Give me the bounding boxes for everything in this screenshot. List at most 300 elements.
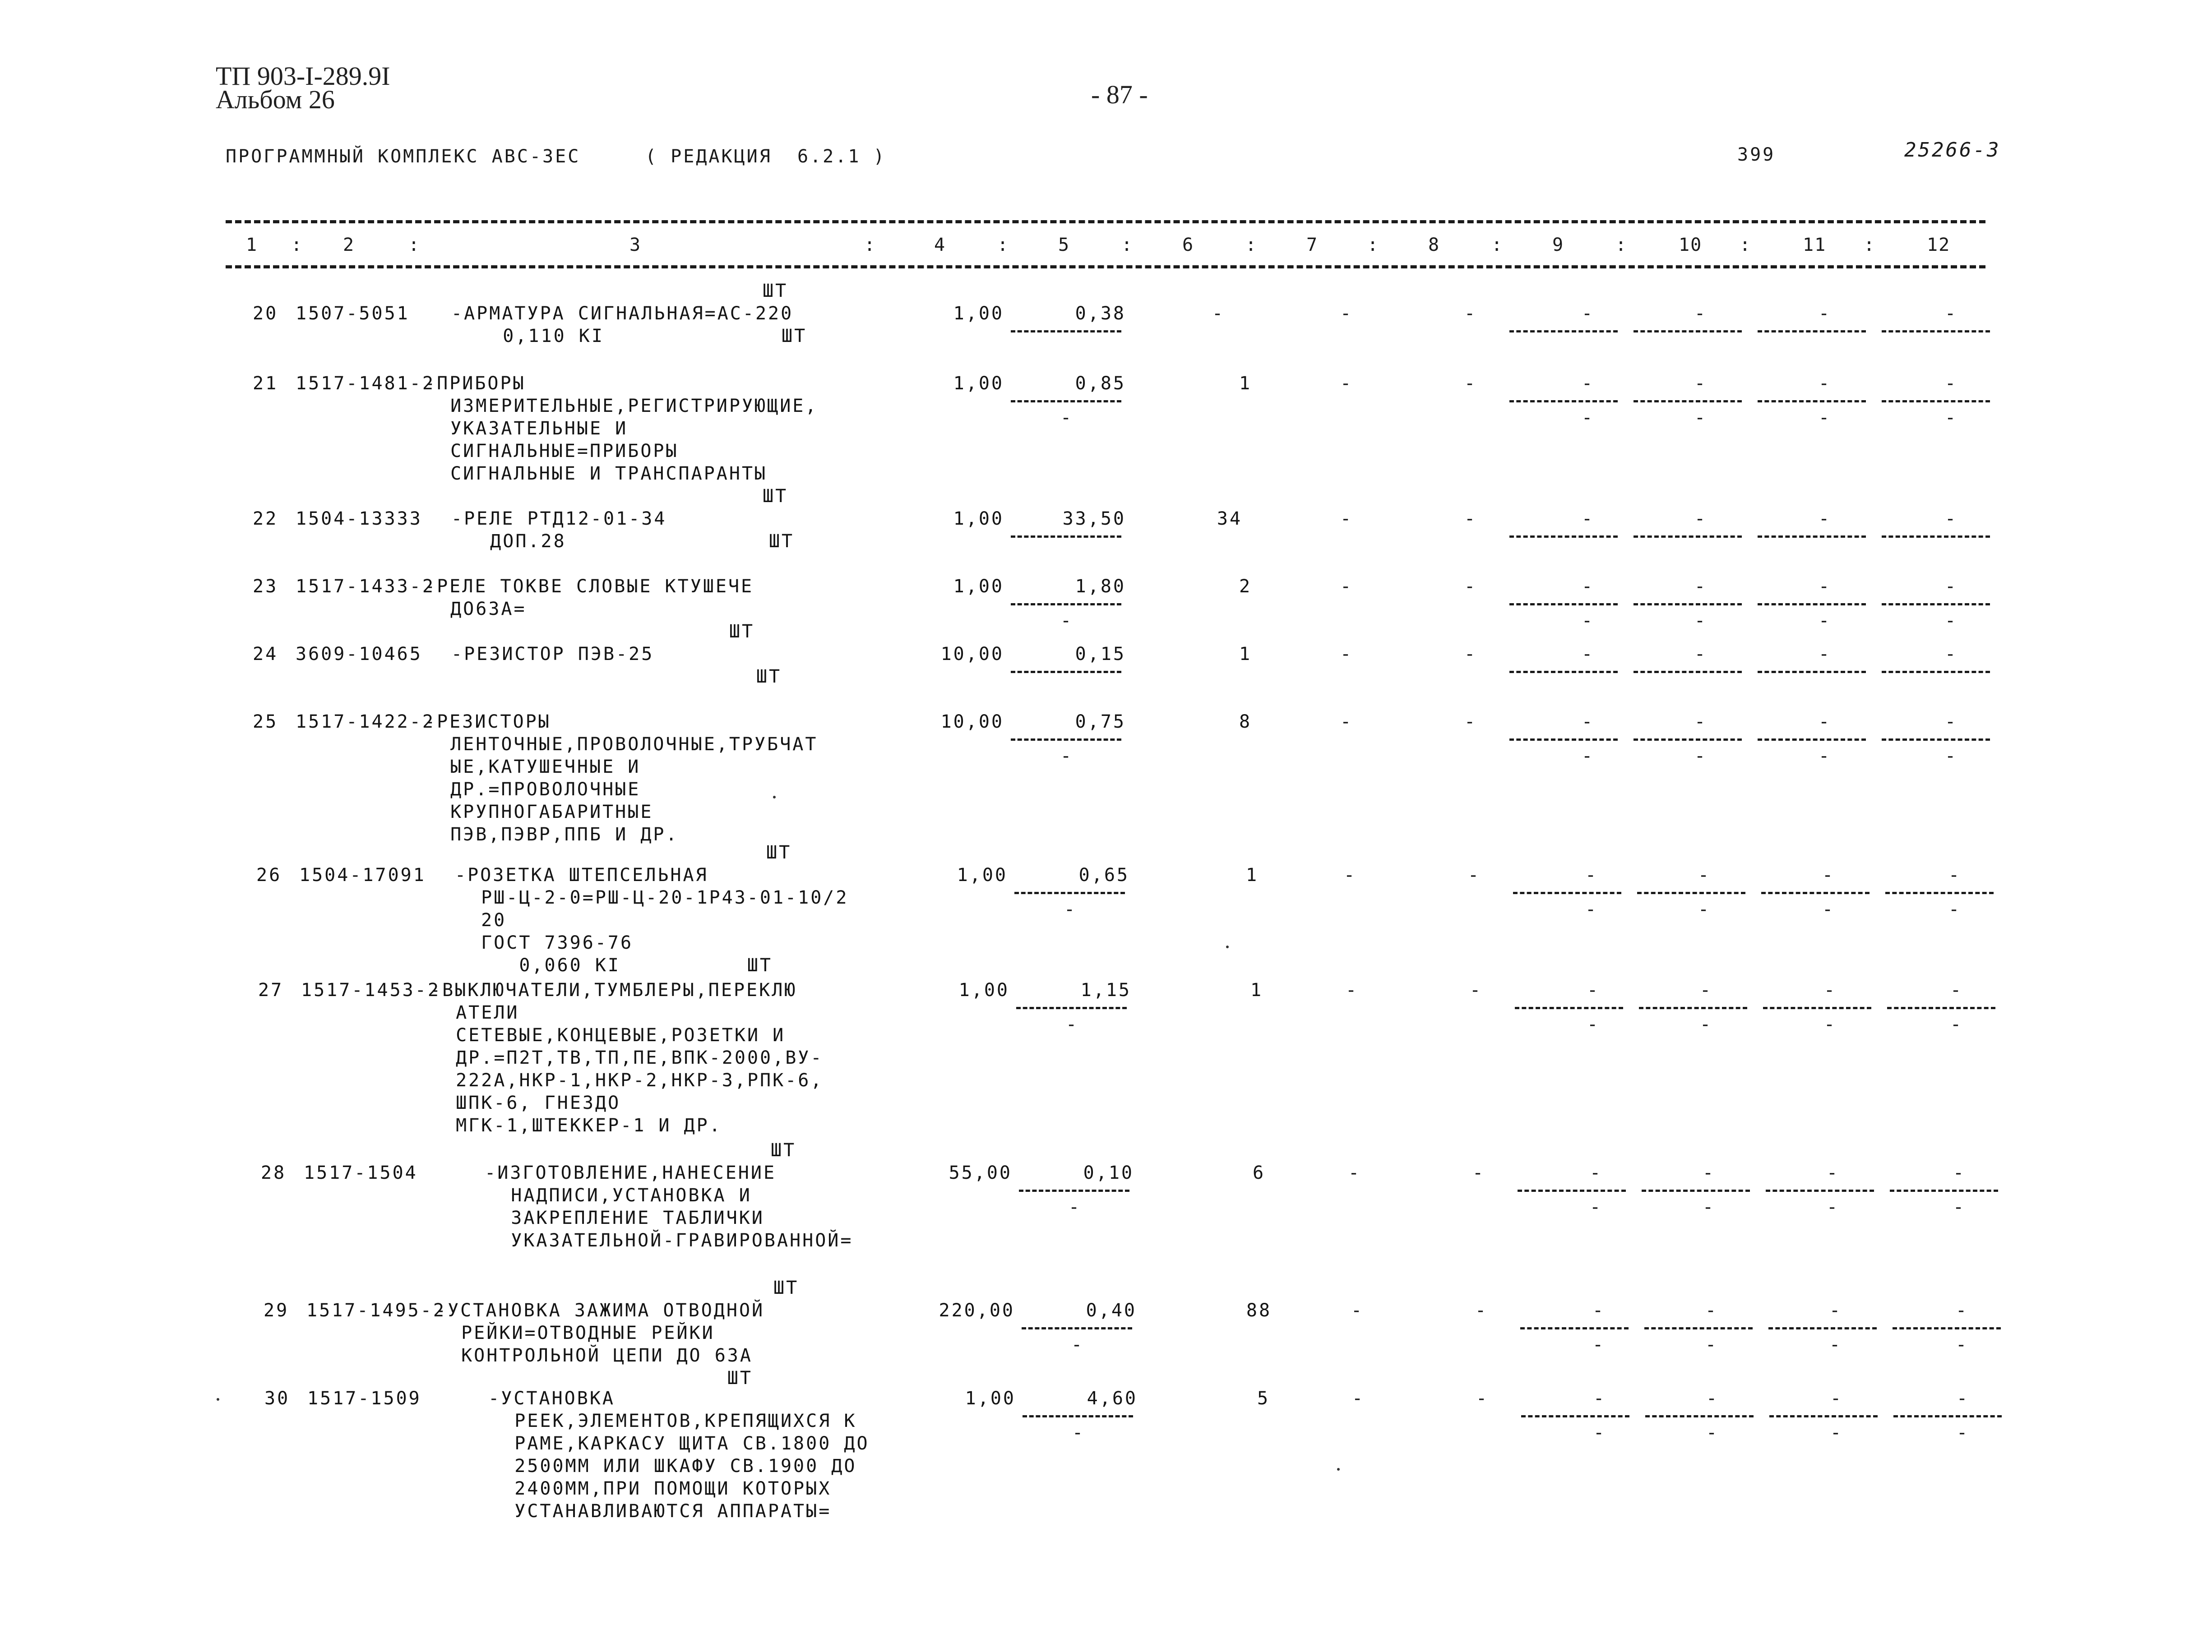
col11-value: - [1819,711,1832,732]
col9-underline [1509,738,1618,741]
col7-value: - [1344,865,1357,886]
stamp-number: 25266-3 [1904,138,2001,162]
row-description-line: 2400ММ,ПРИ ПОМОЩИ КОТОРЫХ [477,1478,832,1499]
col11-subvalue: - [1819,610,1832,631]
col9-value: - [1592,1300,1606,1321]
col9-value: - [1582,508,1595,529]
unit-price: 1,80 [1075,576,1126,597]
column-header-2: 2 [343,235,355,255]
row-number: 24 [253,644,278,664]
col10-underline [1639,1007,1747,1009]
col12-underline [1890,1190,1998,1192]
row-description-line: АТЕЛИ [443,1002,519,1023]
col11-underline [1758,535,1866,538]
col10-value: - [1694,303,1708,324]
program-title: ПРОГРАММНЫЙ КОМПЛЕКС АВС-ЗЕС [226,146,581,167]
quantity-value: 1,00 [953,373,1004,394]
price-underline [1019,1190,1129,1192]
col9-underline [1515,1007,1623,1009]
col9-subvalue: - [1590,1197,1603,1218]
col8-value: - [1464,373,1477,394]
row-number: 30 [264,1388,290,1409]
col11-underline [1758,330,1866,332]
col10-subvalue: - [1703,1197,1716,1218]
row-description-line: -РЕЛЕ ТОКВЕ СЛОВЫЕ КТУШЕЧЕ [424,576,754,597]
row-description-line: 2500ММ ИЛИ ШКАФУ СВ.1900 ДО [477,1456,857,1477]
col11-underline [1758,603,1866,605]
col10-value: - [1694,644,1708,664]
row-description-line: 20 [468,910,507,931]
quantity-value: 1,00 [957,865,1008,886]
col10-underline [1634,400,1742,402]
column-header-10: 10 [1679,235,1703,255]
col10-subvalue: - [1694,610,1708,631]
total-value: 1 [1239,373,1252,394]
total-value: 2 [1239,576,1252,597]
column-separator: : [1245,235,1258,255]
col10-subvalue: - [1705,1334,1718,1355]
quantity-value: 1,00 [953,508,1004,529]
column-header-4: 4 [934,235,946,255]
quantity-value: 10,00 [940,711,1004,732]
col8-value: - [1464,303,1477,324]
total-value: 1 [1239,644,1252,664]
col8-value: - [1468,865,1481,886]
col12-underline [1882,400,1990,402]
sheet-number: 399 [1737,144,1776,165]
unit-price: 1,15 [1080,980,1131,1001]
price-subvalue: - [1066,1014,1079,1035]
row-number: 28 [261,1163,287,1183]
quantity-value: 1,00 [953,303,1004,324]
price-subvalue: - [1060,610,1074,631]
column-separator: : [1491,235,1504,255]
col10-subvalue: - [1700,1014,1713,1035]
col12-underline [1882,671,1990,673]
col11-underline [1766,1190,1874,1192]
price-underline [1011,400,1121,402]
col12-value: - [1956,1300,1969,1321]
row-description-line: СИГНАЛЬНЫЕ И ТРАНСПАРАНТЫ [438,463,768,484]
header-bottom-rule [226,265,1985,268]
row-description-line: НАДПИСИ,УСТАНОВКА И [473,1185,752,1206]
price-underline [1011,330,1121,332]
col12-value: - [1948,865,1962,886]
quantity-value: 1,00 [953,576,1004,597]
col9-subvalue: - [1582,407,1595,428]
col7-value: - [1340,711,1353,732]
unit-price: 0,38 [1075,303,1126,324]
col11-value: - [1829,1300,1842,1321]
col8-value: - [1476,1388,1489,1409]
col12-underline [1882,330,1990,332]
col12-underline [1887,1007,1995,1009]
col9-value: - [1582,303,1595,324]
col12-value: - [1945,711,1958,732]
column-header-12: 12 [1927,235,1951,255]
speck [773,796,776,798]
row-description-line: УСТАНАВЛИВАЮТСЯ АППАРАТЫ= [477,1501,832,1522]
unit-price: 0,40 [1086,1300,1137,1321]
col11-underline [1769,1415,1878,1417]
column-separator: : [1121,235,1134,255]
column-header-5: 5 [1058,235,1070,255]
col9-underline [1509,400,1618,402]
col8-value: - [1464,576,1477,597]
row-description-line: -ИЗГОТОВЛЕНИЕ,НАНЕСЕНИЕ [459,1163,777,1183]
price-underline [1011,738,1121,741]
row-description-line: -УСТАНОВКА [463,1388,615,1409]
unit-label: ШТ [773,1278,799,1298]
col11-value: - [1822,865,1835,886]
quantity-value: 1,00 [965,1388,1016,1409]
unit-price: 0,65 [1078,865,1129,886]
col9-value: - [1593,1388,1606,1409]
col9-value: - [1582,576,1595,597]
col9-subvalue: - [1585,899,1598,920]
row-code: 1504-13333 [296,508,422,529]
col12-subvalue: - [1956,1334,1969,1355]
row-code: 1504-17091 [299,865,426,886]
price-underline [1022,1327,1132,1329]
col11-underline [1768,1327,1877,1329]
row-description-line: ЗАКРЕПЛЕНИЕ ТАБЛИЧКИ [473,1208,764,1228]
row-description-line: РШ-Ц-2-0=РШ-Ц-20-1Р43-01-10/2 [468,887,849,908]
total-value: 88 [1246,1300,1272,1321]
col9-underline [1509,671,1618,673]
col12-value: - [1945,373,1958,394]
price-subvalue: - [1064,899,1077,920]
col11-underline [1758,400,1866,402]
row-description-line: ШТ [438,621,755,642]
row-description-line: ЛЕНТОЧНЫЕ,ПРОВОЛОЧНЫЕ,ТРУБЧАТ [438,734,818,755]
col9-underline [1518,1190,1626,1192]
row-number: 25 [253,711,278,732]
col10-underline [1645,1415,1754,1417]
row-code: 1507-5051 [296,303,410,324]
unit-price: 0,75 [1075,711,1126,732]
column-header-1: 1 [246,235,258,255]
row-description-line: ЫЕ,КАТУШЕЧНЫЕ И [438,757,641,777]
column-separator: : [1864,235,1876,255]
col9-value: - [1582,644,1595,664]
price-subvalue: - [1071,1334,1084,1355]
col10-underline [1634,603,1742,605]
row-number: 22 [253,508,278,529]
col8-value: - [1464,711,1477,732]
col11-subvalue: - [1830,1422,1843,1443]
column-separator: : [1740,235,1752,255]
col12-subvalue: - [1950,1014,1963,1035]
row-code: 1517-1495-2 [306,1300,446,1321]
row-code: 1517-1422-2 [296,711,435,732]
col10-underline [1644,1327,1753,1329]
col11-subvalue: - [1827,1197,1840,1218]
col9-underline [1509,535,1618,538]
row-description-line: 222А,НКР-1,НКР-2,НКР-3,РПК-6, [443,1070,824,1091]
edition-label: ( РЕДАКЦИЯ 6.2.1 ) [645,146,886,167]
row-description-line: ГОСТ 7396-76 [468,932,634,953]
col12-underline [1882,738,1990,741]
col9-underline [1513,892,1621,894]
col11-underline [1758,738,1866,741]
column-header-6: 6 [1182,235,1194,255]
page-number: - 87 - [1091,80,1148,109]
col9-value: - [1590,1163,1603,1183]
album-label: Альбом 26 [216,85,335,114]
quantity-value: 1,00 [958,980,1009,1001]
col10-underline [1634,535,1742,538]
unit-price: 0,85 [1075,373,1126,394]
col10-subvalue: - [1706,1422,1719,1443]
row-number: 26 [256,865,282,886]
speck [217,1398,219,1401]
row-description-line: КРУПНОГАБАРИТНЫЕ [438,802,653,822]
row-number: 29 [264,1300,289,1321]
total-value: 5 [1257,1388,1270,1409]
unit-price: 33,50 [1062,508,1126,529]
column-separator: : [1615,235,1628,255]
col10-value: - [1700,980,1713,1001]
row-description-line: ШТ [449,1368,753,1389]
row-code: 3609-10465 [296,644,422,664]
col11-subvalue: - [1822,899,1835,920]
col11-value: - [1819,373,1832,394]
row-code: 1517-1433-2 [296,576,435,597]
col12-value: - [1957,1388,1970,1409]
col12-underline [1885,892,1994,894]
col10-value: - [1706,1388,1719,1409]
row-description-line: ДР.=П2Т,ТВ,ТП,ПЕ,ВПК-2000,ВУ- [443,1047,824,1068]
speck [1337,1468,1340,1471]
col12-underline [1893,1327,2001,1329]
row-description-line: -РЕЗИСТОРЫ [424,711,551,732]
top-rule [226,220,1985,223]
column-header-11: 11 [1803,235,1827,255]
price-underline [1014,892,1125,894]
col10-value: - [1694,711,1708,732]
col7-value: - [1340,644,1353,664]
total-value: 1 [1245,865,1259,886]
col9-value: - [1582,711,1595,732]
row-code: 1517-1481-2 [296,373,435,394]
row-number: 23 [253,576,278,597]
col12-value: - [1945,508,1958,529]
total-value: 34 [1217,508,1243,529]
col12-value: - [1945,644,1958,664]
price-underline [1011,603,1121,605]
row-description-line: 0,110 КI ШТ [465,326,807,346]
document-code: ТП 903-I-289.9I [216,61,390,91]
col10-value: - [1694,508,1708,529]
total-value: 6 [1252,1163,1266,1183]
col11-underline [1761,892,1870,894]
row-code: 1517-1504 [304,1163,418,1183]
col7-value: - [1348,1163,1361,1183]
row-description-line: -РЕЛЕ РТД12-01-34 [451,508,667,529]
unit-label: ШТ [763,486,788,507]
col9-subvalue: - [1593,1422,1606,1443]
col12-underline [1882,603,1990,605]
col11-value: - [1819,576,1832,597]
quantity-value: 220,00 [939,1300,1015,1321]
column-header-3: 3 [629,235,642,255]
col10-underline [1642,1190,1750,1192]
col10-value: - [1703,1163,1716,1183]
col9-value: - [1587,980,1600,1001]
row-description-line: ИЗМЕРИТЕЛЬНЫЕ,РЕГИСТРИРУЮЩИЕ, [438,396,818,416]
row-number: 21 [253,373,278,394]
row-description-line: -АРМАТУРА СИГНАЛЬНАЯ=АС-220 [451,303,794,324]
row-description-line: РЕЕК,ЭЛЕМЕНТОВ,КРЕПЯЩИХСЯ К [477,1411,857,1431]
col11-value: - [1819,303,1832,324]
unit-price: 0,15 [1075,644,1126,664]
col10-value: - [1694,373,1708,394]
total-value: 1 [1250,980,1263,1001]
col8-value: - [1475,1300,1488,1321]
col12-value: - [1950,980,1963,1001]
unit-label: ШТ [766,842,792,863]
col10-subvalue: - [1694,407,1708,428]
quantity-value: 10,00 [940,644,1004,664]
row-description-line: ШПК-6, ГНЕЗДО [443,1093,621,1113]
col8-value: - [1470,980,1483,1001]
col7-value: - [1340,508,1353,529]
column-separator: : [408,235,421,255]
column-separator: : [864,235,876,255]
col7-value: - [1340,576,1353,597]
col9-value: - [1582,373,1595,394]
col10-underline [1634,330,1742,332]
col8-value: - [1464,644,1477,664]
row-description-line: ДОП.28 ШТ [465,531,795,552]
col9-underline [1509,603,1618,605]
quantity-value: 55,00 [949,1163,1012,1183]
col9-subvalue: - [1582,610,1595,631]
row-description-line: -ВЫКЛЮЧАТЕЛИ,ТУМБЛЕРЫ,ПЕРЕКЛЮ [430,980,797,1001]
column-separator: : [291,235,303,255]
row-description-line: -ПРИБОРЫ [424,373,526,394]
col10-subvalue: - [1694,746,1708,766]
row-description-line: КОНТРОЛЬНОЙ ЦЕПИ ДО 63А [449,1345,753,1366]
row-description-line: ДО63А= [438,599,527,619]
row-code: 1517-1509 [307,1388,421,1409]
col9-subvalue: - [1587,1014,1600,1035]
col11-value: - [1824,980,1837,1001]
unit-price: 4,60 [1087,1388,1138,1409]
col12-value: - [1953,1163,1966,1183]
unit-label: ШТ [763,281,788,301]
row-description-line: ПЭВ,ПЭВР,ППБ И ДР. [438,824,679,845]
row-description-line: -УСТАНОВКА ЗАЖИМА ОТВОДНОЙ [435,1300,765,1321]
col9-underline [1520,1327,1629,1329]
row-description-line: 0,060 КI ШТ [468,955,773,976]
price-underline [1023,1415,1133,1417]
col12-subvalue: - [1953,1197,1966,1218]
col9-underline [1509,330,1618,332]
col12-subvalue: - [1945,746,1958,766]
col12-value: - [1945,303,1958,324]
col11-subvalue: - [1829,1334,1842,1355]
speck [1226,946,1229,948]
col9-value: - [1585,865,1598,886]
col11-subvalue: - [1819,407,1832,428]
row-description-line: УКАЗАТЕЛЬНЫЕ И [438,418,628,439]
col11-underline [1758,671,1866,673]
col12-subvalue: - [1957,1422,1970,1443]
row-description-line: СИГНАЛЬНЫЕ=ПРИБОРЫ [438,441,679,461]
price-underline [1011,671,1121,673]
row-description-line: ШТ [465,666,782,687]
row-code: 1517-1453-2 [301,980,440,1001]
col11-value: - [1830,1388,1843,1409]
col7-value: - [1340,303,1353,324]
column-header-7: 7 [1306,235,1319,255]
col11-underline [1763,1007,1871,1009]
row-description-line: РАМЕ,КАРКАСУ ЩИТА СВ.1800 ДО [477,1433,870,1454]
col10-underline [1634,671,1742,673]
col11-value: - [1819,508,1832,529]
col11-subvalue: - [1819,746,1832,766]
row-number: 27 [258,980,284,1001]
col8-value: - [1464,508,1477,529]
col12-subvalue: - [1945,407,1958,428]
col10-value: - [1705,1300,1718,1321]
price-subvalue: - [1060,407,1074,428]
col12-value: - [1945,576,1958,597]
price-subvalue: - [1060,746,1074,766]
row-description-line: УКАЗАТЕЛЬНОЙ-ГРАВИРОВАННОЙ= [473,1230,853,1251]
col7-value: - [1351,1300,1364,1321]
col9-underline [1521,1415,1629,1417]
column-header-9: 9 [1552,235,1564,255]
col10-value: - [1698,865,1711,886]
row-description-line: СЕТЕВЫЕ,КОНЦЕВЫЕ,РОЗЕТКИ И [443,1025,786,1046]
unit-label: ШТ [771,1140,796,1161]
total-value: 8 [1239,711,1252,732]
col12-underline [1882,535,1990,538]
col10-subvalue: - [1698,899,1711,920]
col8-value: - [1472,1163,1485,1183]
col11-value: - [1819,644,1832,664]
col11-value: - [1827,1163,1840,1183]
col11-subvalue: - [1824,1014,1837,1035]
price-underline [1011,535,1121,538]
col9-subvalue: - [1582,746,1595,766]
col10-value: - [1694,576,1708,597]
col10-underline [1637,892,1745,894]
col12-subvalue: - [1948,899,1962,920]
price-subvalue: - [1072,1422,1085,1443]
col7-value: - [1352,1388,1365,1409]
column-separator: : [997,235,1009,255]
row-description-line: -РЕЗИСТОР ПЭВ-25 [451,644,654,664]
price-underline [1016,1007,1127,1009]
col12-subvalue: - [1945,610,1958,631]
col10-underline [1634,738,1742,741]
col7-value: - [1340,373,1353,394]
col12-underline [1893,1415,2002,1417]
row-description-line: МГК-1,ШТЕККЕР-1 И ДР. [443,1115,722,1136]
row-description-line: РЕЙКИ=ОТВОДНЫЕ РЕЙКИ [449,1323,715,1343]
row-description-line: ДР.=ПРОВОЛОЧНЫЕ [438,779,641,800]
unit-price: 0,10 [1083,1163,1134,1183]
column-separator: : [1367,235,1379,255]
price-subvalue: - [1069,1197,1082,1218]
row-description-line: -РОЗЕТКА ШТЕПСЕЛЬНАЯ [455,865,708,886]
column-header-8: 8 [1428,235,1440,255]
row-number: 20 [253,303,278,324]
